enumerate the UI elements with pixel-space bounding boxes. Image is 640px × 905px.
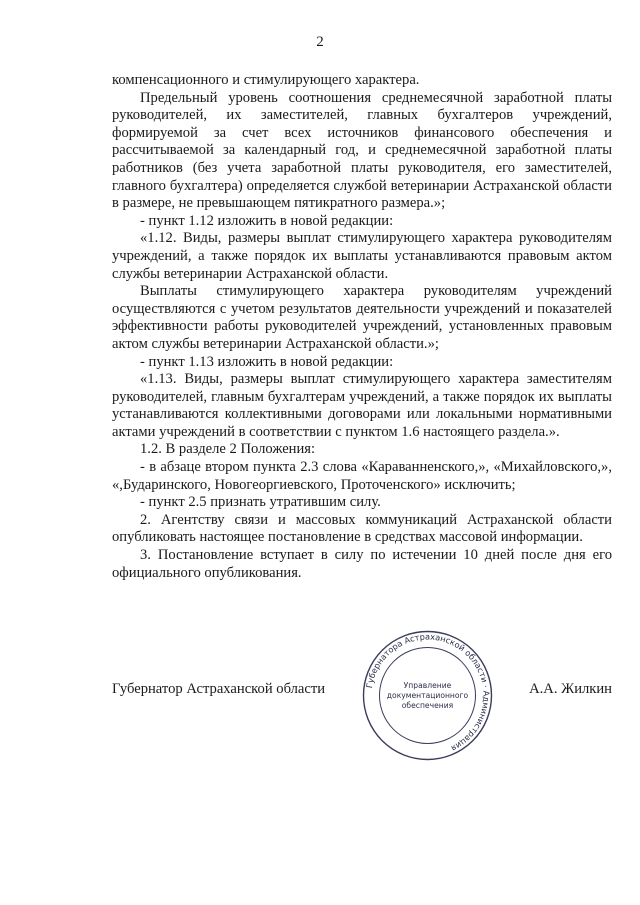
signatory-position: Губернатор Астраханской области <box>112 681 326 697</box>
stamp-line: Управление <box>403 681 452 690</box>
official-stamp <box>360 628 495 763</box>
paragraph: 3. Постановление вступает в силу по истечении 10 дней после дня его официального опубликования. <box>112 547 612 581</box>
paragraph: компенсационного и стимулирующего характера. <box>112 72 420 88</box>
paragraph: - пункт 1.13 изложить в новой редакции: <box>140 353 394 370</box>
paragraph: - пункт 1.12 изложить в новой редакции: <box>140 212 394 229</box>
paragraph: Предельный уровень соотношения среднемесячной заработной платы руководителей, их заместителей, главных бухгалтеров учреждений, формируемой за счет всех источников финансового обеспечения и рассчитываемой за календарный год, и среднемесячной заработной платы работников (без учета заработной платы руководителя, его заместителей, главного бухгалтера) определяется службой ветеринарии Астраханской области в размере, не превышающем пятикратного размера.»; <box>112 89 612 212</box>
paragraph: «1.12. Виды, размеры выплат стимулирующего характера руководителям учреждений, а также порядок их выплаты устанавливаются правовым актом службы ветеринарии Астраханской области. <box>112 230 612 282</box>
signatory-name: А.А. Жилкин <box>529 681 612 697</box>
paragraph: «1.13. Виды, размеры выплат стимулирующего характера заместителям руководителей, главным бухгалтерам учреждений, а также порядок их выплаты устанавливаются коллективными договорами или локальными нормативными актами учреждений в соответствии с пунктом 1.6 настоящего раздела.». <box>112 371 612 440</box>
document-body <box>112 72 612 582</box>
paragraph: - в абзаце втором пункта 2.3 слова «Караванненского,», «Михайловского,», «,Бударинского, Новогеоргиевского, Проточенского» исключить; <box>112 459 612 493</box>
paragraph: - пункт 2.5 признать утратившим силу. <box>140 494 381 511</box>
page-number: 2 <box>316 34 324 50</box>
stamp-line: обеспечения <box>401 701 454 710</box>
paragraph: 2. Агентству связи и массовых коммуникаций Астраханской области опубликовать настоящее постановление в средствах массовой информации. <box>112 511 612 546</box>
stamp-ring-text: Губернатора Астраханской области · Администрация <box>363 631 492 754</box>
stamp-line: документационного <box>386 691 469 700</box>
paragraph: 1.2. В разделе 2 Положения: <box>140 441 316 458</box>
paragraph: Выплаты стимулирующего характера руководителям учреждений осуществляются с учетом результатов деятельности учреждений и показателей эффективности работы руководителей учреждений, установленных правовым актом службы ветеринарии Астраханской области.»; <box>112 283 612 352</box>
